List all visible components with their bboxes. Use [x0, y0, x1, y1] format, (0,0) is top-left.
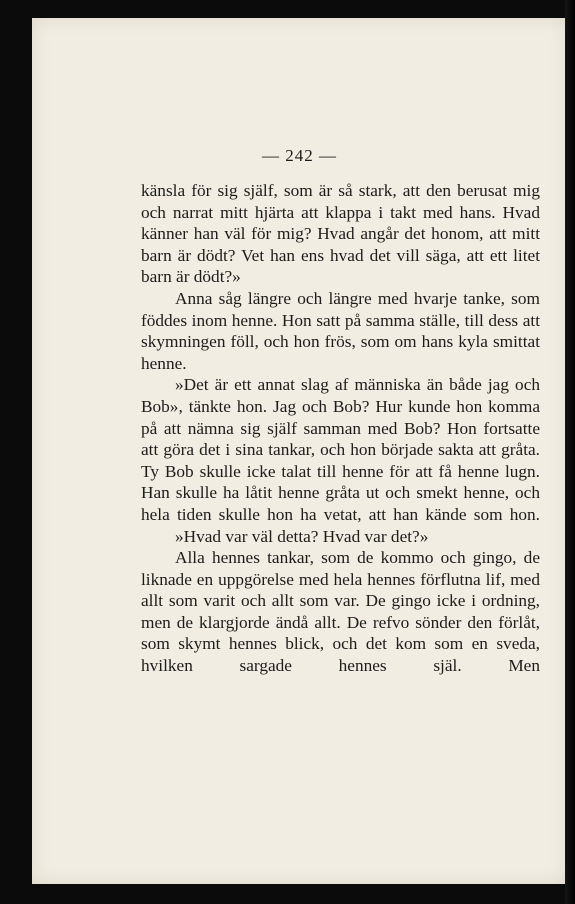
page-number: — 242 — — [262, 146, 337, 165]
paragraph-4: »Hvad var väl detta? Hvad var det?» — [175, 526, 429, 546]
paragraph-3: »Det är ett annat slag af människa än både jag och Bob», tänkte hon. Jag och Bob? Hur kunde hon komma på att nämna sig själf samman med Bob? Hon fortsatte att göra det i sina tankar, och hon började sakta att gråta. Ty Bob skulle icke talat till henne för att få henne lugn. Han skulle ha låtit henne gråta ut och smekt henne, och hela tiden skulle hon ha vetat, att han kände som hon. — [141, 375, 540, 524]
page-text — [141, 180, 540, 677]
paragraph-2: Anna såg längre och längre med hvarje tanke, som föddes inom henne. Hon satt på samma ställe, till dess att skymningen föll, och hon frös, som om hans kyla smittat henne. — [141, 288, 540, 373]
paragraph-5: Alla hennes tankar, som de kommo och gingo, de liknade en uppgörelse med hela hennes förflutna lif, med allt som varit och allt som var. De gingo icke i ordning, men de klargjorde ändå allt. De refvo sönder den förlåt, som skymt hennes blick, och det kom som en sveda, hvilken sargade hennes själ. Men — [141, 548, 540, 676]
scan-right-border — [565, 0, 575, 904]
scan-left-border — [0, 0, 32, 904]
paragraph-1: känsla för sig själf, som är så stark, att den berusat mig och narrat mitt hjärta att klappa i takt med hans. Hvad känner han väl för mig? Hvad angår det honom, att mitt barn är dödt? Vet han ens hvad det vill säga, att ett litet barn är dödt?» — [141, 181, 540, 287]
book-page — [32, 18, 567, 884]
